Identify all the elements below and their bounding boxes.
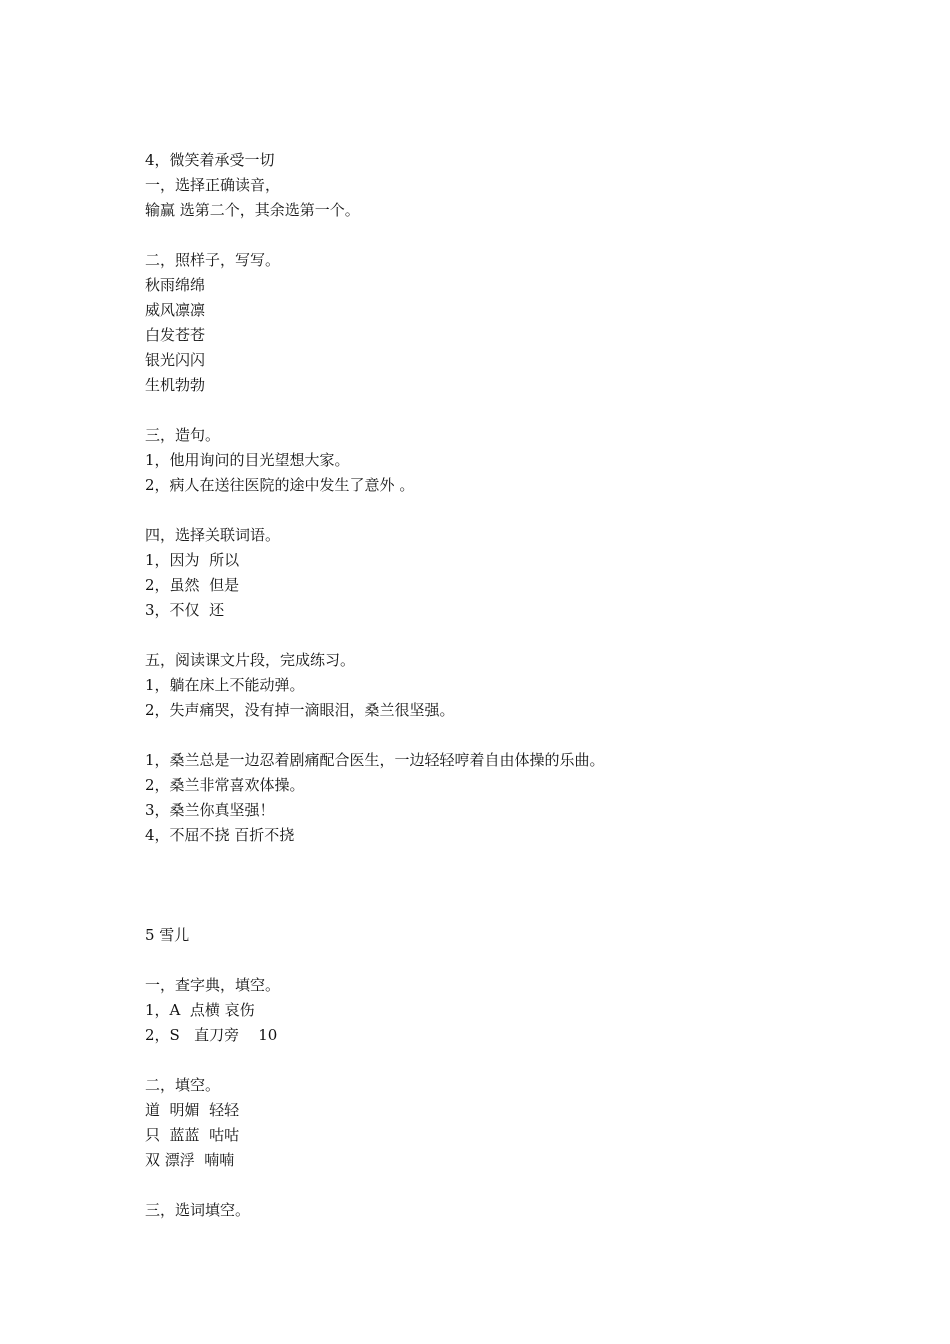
spacer (145, 223, 905, 248)
spacer (145, 623, 905, 648)
section-title: 5 雪儿 (145, 926, 190, 944)
answer-line: 2，病人在送往医院的途中发生了意外 。 (145, 476, 415, 494)
answer-line: 3，桑兰你真坚强！ (145, 801, 275, 819)
answer-line: 2，失声痛哭，没有掉一滴眼泪，桑兰很坚强。 (145, 701, 455, 719)
answer-line: 道 明媚 轻轻 (145, 1101, 240, 1119)
answer-line: 3，不仅 还 (145, 601, 225, 619)
spacer (145, 1048, 905, 1073)
answer-line: 生机勃勃 (145, 376, 206, 394)
answer-line: 输赢 选第二个，其余选第一个。 (145, 201, 360, 219)
answer-line: 1，他用询问的目光望想大家。 (145, 451, 350, 469)
spacer (145, 498, 905, 523)
answer-line: 银光闪闪 (145, 351, 206, 369)
answer-line: 威风凛凛 (145, 301, 206, 319)
question-heading: 一，查字典，填空。 (145, 976, 281, 994)
spacer (145, 723, 905, 748)
section-title: 4，微笑着承受一切 (145, 151, 275, 169)
answer-line: 2，虽然 但是 (145, 576, 240, 594)
question-heading: 四，选择关联词语。 (145, 526, 281, 544)
question-heading: 一，选择正确读音， (145, 176, 281, 194)
question-heading: 二，照样子，写写。 (145, 251, 281, 269)
question-heading: 三，选词填空。 (145, 1201, 251, 1219)
document-page (145, 148, 905, 1223)
answer-line: 4，不屈不挠 百折不挠 (145, 826, 295, 844)
spacer (145, 1173, 905, 1198)
question-heading: 三，造句。 (145, 426, 221, 444)
answer-line: 秋雨绵绵 (145, 276, 206, 294)
spacer (145, 948, 905, 973)
answer-line: 1，躺在床上不能动弹。 (145, 676, 305, 694)
answer-line: 1，因为 所以 (145, 551, 240, 569)
answer-line: 2，桑兰非常喜欢体操。 (145, 776, 305, 794)
answer-line: 2，S 直刀旁 10 (145, 1026, 278, 1044)
question-heading: 二，填空。 (145, 1076, 221, 1094)
answer-line: 1，A 点横 哀伤 (145, 1001, 255, 1019)
answer-line: 白发苍苍 (145, 326, 206, 344)
answer-line: 只 蓝蓝 咕咕 (145, 1126, 240, 1144)
spacer (145, 848, 905, 923)
question-heading: 五，阅读课文片段，完成练习。 (145, 651, 356, 669)
answer-line: 双 漂浮 喃喃 (145, 1151, 235, 1169)
answer-line: 1，桑兰总是一边忍着剧痛配合医生，一边轻轻哼着自由体操的乐曲。 (145, 751, 605, 769)
spacer (145, 398, 905, 423)
